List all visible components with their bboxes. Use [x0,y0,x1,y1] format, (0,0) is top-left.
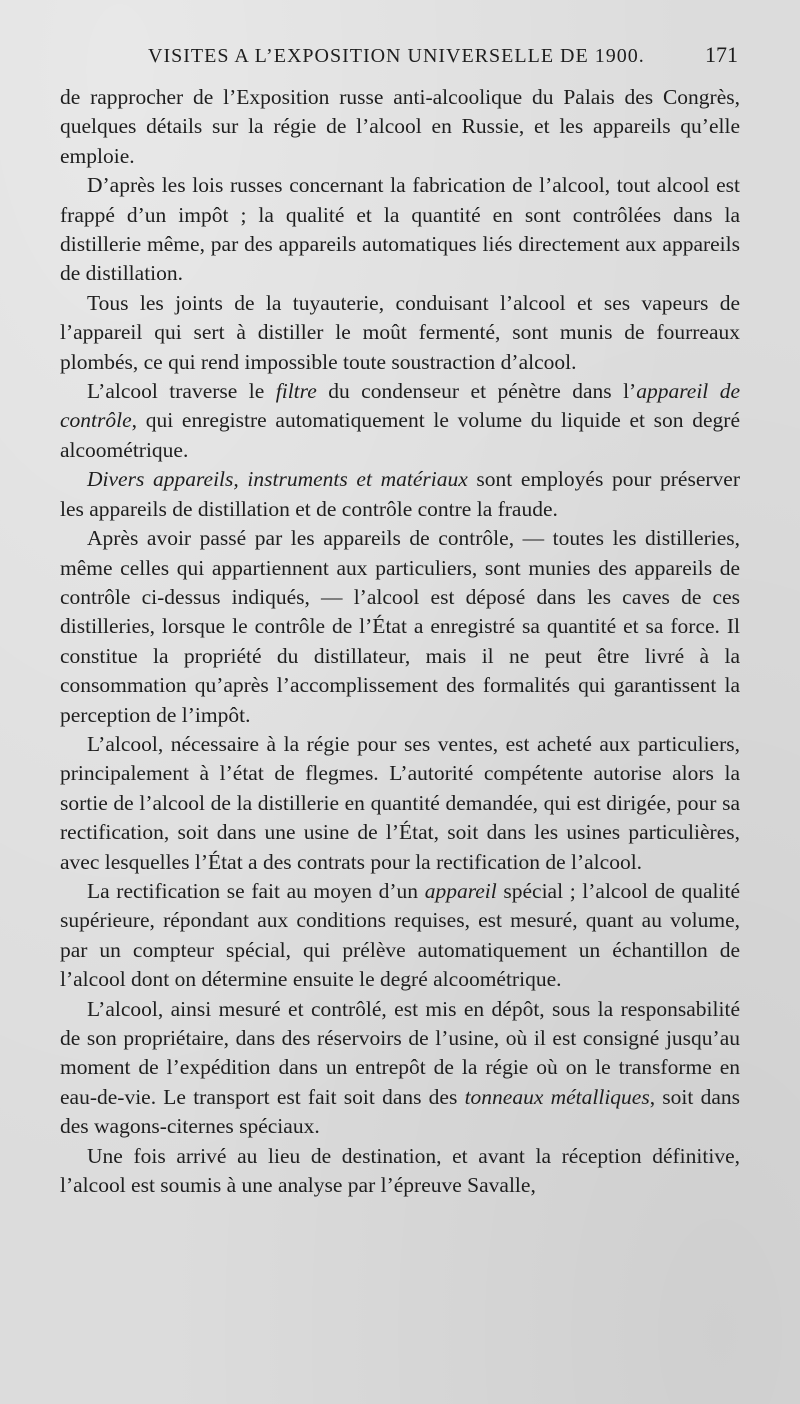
paragraph [60,730,740,877]
text-run: du condenseur et pénètre dans l’ [316,379,637,404]
italic-run: appareil de contrôle [60,379,741,433]
text-run: spécial ; l’alcool de qualité supérieure, répondant aux conditions requises, est mesuré, quant au volume, par un compteur spécial, qui prélève automatiquement un échantillon de l’alcool dont on détermine ensuite le degré alcoométrique. [60,878,740,992]
paragraph [60,289,740,377]
paragraph [60,83,740,171]
text-run: L’alcool traverse le [87,379,276,404]
text-run: sont employés pour préserver les appareils de distillation et de contrôle contre la fraude. [60,467,740,521]
italic-run: tonneaux métalliques [464,1084,650,1109]
paragraph [60,465,740,524]
paragraph [60,377,740,465]
text-run: , qui enregistre automatiquement le volume du liquide et son degré alcoométrique. [60,408,740,462]
page-number: 171 [705,42,738,67]
paragraph [60,524,740,730]
text-run: Une fois arrivé au lieu de destination, et avant la réception définitive, l’alcool est soumis à une analyse par l’épreuve Savalle, [60,1143,740,1198]
text-run: L’alcool, ainsi mesuré et contrôlé, est mis en dépôt, sous la responsabilité de son propriétaire, dans des réservoirs de l’usine, où il est consigné jusqu’au moment de l’expédition dans un entrepôt de la régie où on le transforme en eau-de-vie. Le transport est fait soit dans des [60,996,740,1109]
text-run: , soit dans des wagons-citernes spéciaux. [60,1084,740,1139]
running-head [148,42,738,72]
text-run: Tous les joints de la tuyauterie, conduisant l’alcool et ses vapeurs de l’appareil qui sert à distiller le moût fermenté, sont munis de fourreaux plombés, ce qui rend impossible toute soustraction d’alcool. [60,290,740,374]
paragraph [60,995,740,1142]
paragraph [60,171,740,289]
text-run: L’alcool, nécessaire à la régie pour ses ventes, est acheté aux particuliers, principalement à l’état de flegmes. L’autorité compétente autorise alors la sortie de l’alcool de la distillerie en quantité demandée, qui est dirigée, pour sa rectification, soit dans une usine de l’État, soit dans les usines particulières, avec lesquelles l’État a des contrats pour la rectification de l’alcool. [60,731,740,874]
text-run: La rectification se fait au moyen d’un [87,878,425,903]
body-text [60,83,740,1200]
paragraph [60,1142,740,1201]
italic-run: filtre [275,379,317,404]
text-run: Après avoir passé par les appareils de contrôle, — toutes les distilleries, même celles qui appartiennent aux particuliers, sont munies des appareils de contrôle ci-dessus indiqués, — l’alcool est déposé dans les caves de ces distilleries, lorsque le contrôle de l’État a enregistré sa quantité et sa force. Il constitue la propriété du distillateur, mais il ne peut être livré à la consommation qu’après l’accomplissement des formalités qui garantissent la perception de l’impôt. [60,526,740,727]
text-run: D’après les lois russes concernant la fabrication de l’alcool, tout alcool est frappé d’un impôt ; la qualité et la quantité en sont contrôlées dans la distillerie même, par des appareils automatiques liés directement aux appareils de distillation. [60,173,740,286]
italic-run: appareil [424,878,497,903]
text-run: de rapprocher de l’Exposition russe anti-alcoolique du Palais des Congrès, quelques détails sur la régie de l’alcool en Russie, et les appareils qu’elle emploie. [60,85,740,168]
running-title: VISITES A L’EXPOSITION UNIVERSELLE DE 1900. [148,45,645,67]
paragraph [60,877,740,995]
italic-run: Divers appareils, instruments et matériaux [87,467,468,492]
